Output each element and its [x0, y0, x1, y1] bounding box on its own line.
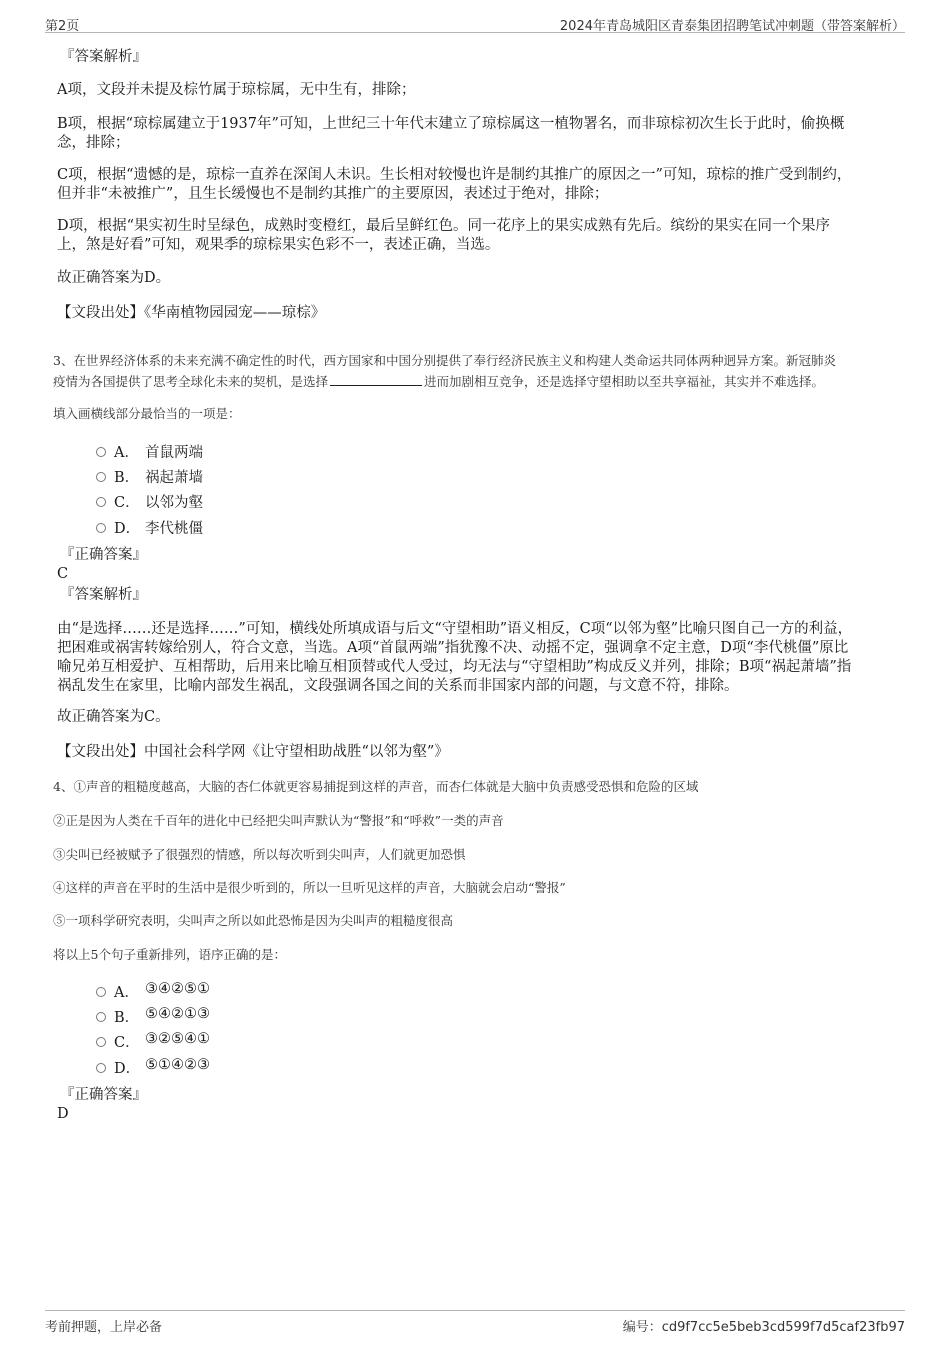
- analysis-option-d-line2: 上，煞是好看”可知，观果季的琼棕果实色彩不一，表述正确，当选。: [57, 237, 500, 253]
- radio-button-icon[interactable]: [96, 472, 106, 482]
- option-text: ⑤④②①③: [145, 1006, 210, 1022]
- analysis-heading: 『答案解析』: [60, 587, 147, 603]
- footer-slogan: 考前押题，上岸必备: [45, 1320, 163, 1335]
- radio-button-icon[interactable]: [96, 497, 106, 507]
- analysis-option-b-line2: 念，排除；: [57, 135, 130, 151]
- analysis-heading: 『答案解析』: [60, 49, 147, 65]
- analysis-option-b-line1: B项，根据“琼棕属建立于1937年”可知，上世纪三十年代末建立了琼棕属这一植物署名，而非琼棕初次生长于此时，偷换概: [57, 116, 845, 132]
- correct-answer-heading: 『正确答案』: [60, 1087, 147, 1103]
- analysis-line1: 由“是选择……还是选择……”可知，横线处所填成语与后文“守望相助”语义相反，C项“以邻为壑”比喻只图自己一方的利益，: [57, 621, 853, 637]
- option-text: 李代桃僵: [145, 521, 203, 537]
- radio-button-icon[interactable]: [96, 447, 106, 457]
- question-3-prompt: 填入画横线部分最恰当的一项是：: [53, 406, 241, 421]
- question-4-sentence-2: ②正是因为人类在千百年的进化中已经把尖叫声默认为“警报”和“呼救”一类的声音: [53, 813, 504, 828]
- option-label: C．: [114, 495, 140, 511]
- radio-button-icon[interactable]: [96, 1037, 106, 1047]
- analysis-line4: 祸乱发生在家里，比喻内部发生祸乱，文段强调各国之间的关系而非国家内部的问题，与文意不符，排除。: [57, 678, 739, 694]
- analysis-line3: 喻兄弟互相爱护、互相帮助，后用来比喻互相顶替或代人受过，均无法与“守望相助”构成反义并列，排除；B项“祸起萧墙”指: [57, 659, 852, 675]
- fill-in-blank: [330, 373, 422, 386]
- option-text: ③②⑤④①: [145, 1031, 210, 1047]
- question-4-sentence-5: ⑤一项科学研究表明，尖叫声之所以如此恐怖是因为尖叫声的粗糙度很高: [53, 913, 454, 928]
- question-4-sentence-1: 4、①声音的粗糙度越高，大脑的杏仁体就更容易捕捉到这样的声音，而杏仁体就是大脑中负责感受恐惧和危险的区域: [53, 779, 699, 794]
- radio-button-icon[interactable]: [96, 1012, 106, 1022]
- radio-button-icon[interactable]: [96, 1063, 106, 1073]
- option-text: ③④②⑤①: [145, 981, 210, 997]
- analysis-option-d-line1: D项，根据“果实初生时呈绿色，成熟时变橙红，最后呈鲜红色。同一花序上的果实成熟有先后。缤纷的果实在同一个果序: [57, 218, 831, 234]
- radio-button-icon[interactable]: [96, 987, 106, 997]
- question-4-prompt: 将以上5个句子重新排列，语序正确的是：: [53, 947, 286, 962]
- option-text: ⑤①④②③: [145, 1057, 210, 1073]
- correct-answer: D: [57, 1106, 69, 1122]
- analysis-option-c-line2: 但并非“未被推广”，且生长缓慢也不是制约其推广的主要原因，表述过于绝对，排除；: [57, 186, 609, 202]
- analysis-line2: 把困难或祸害转嫁给别人，符合文意，当选。A项“首鼠两端”指犹豫不决、动摇不定，强调拿不定主意，D项“李代桃僵”原比: [57, 640, 849, 656]
- option-label: B．: [114, 1010, 140, 1026]
- document-title: 2024年青岛城阳区青泰集团招聘笔试冲刺题（带答案解析）: [559, 19, 905, 34]
- radio-button-icon[interactable]: [96, 523, 106, 533]
- option-text: 以邻为壑: [145, 495, 203, 511]
- conclusion: 故正确答案为C。: [57, 709, 170, 725]
- question-4-sentence-3: ③尖叫已经被赋予了很强烈的情感，所以每次听到尖叫声，人们就更加恐惧: [53, 847, 466, 862]
- question-3-stem-line1: 3、在世界经济体系的未来充满不确定性的时代，西方国家和中国分别提供了奉行经济民族主义和构建人类命运共同体两种迥异方案。新冠肺炎: [53, 353, 836, 368]
- option-label: B．: [114, 470, 140, 486]
- page-header: [45, 12, 905, 33]
- correct-answer-heading: 『正确答案』: [60, 547, 147, 563]
- stem-text-after-blank: 进而加剧相互竞争，还是选择守望相助以至共享福祉，其实并不难选择。: [424, 374, 825, 389]
- option-label: A．: [114, 445, 139, 461]
- source-citation: 【文段出处】中国社会科学网《让守望相助战胜“以邻为壑”》: [57, 744, 449, 760]
- option-label: D．: [114, 521, 141, 537]
- page-footer: [45, 1310, 905, 1333]
- question-3-stem-line2: [53, 372, 824, 391]
- analysis-option-a: A项，文段并未提及棕竹属于琼棕属，无中生有，排除；: [57, 82, 416, 98]
- option-label: C．: [114, 1035, 140, 1051]
- option-label: A．: [114, 985, 139, 1001]
- analysis-option-c-line1: C项，根据“遗憾的是，琼棕一直养在深闺人未识。生长相对较慢也许是制约其推广的原因之一”可知，琼棕的推广受到制约，: [57, 167, 852, 183]
- document-id: 编号：cd9f7cc5e5beb3cd599f7d5caf23fb97: [622, 1320, 905, 1335]
- stem-text-before-blank: 疫情为各国提供了思考全球化未来的契机，是选择: [53, 374, 329, 389]
- option-label: D．: [114, 1061, 141, 1077]
- option-text: 首鼠两端: [145, 445, 203, 461]
- conclusion: 故正确答案为D。: [57, 270, 171, 286]
- question-4-sentence-4: ④这样的声音在平时的生活中是很少听到的，所以一旦听见这样的声音，大脑就会启动“警报”: [53, 880, 566, 895]
- source-citation: 【文段出处】《华南植物园园宠——琼棕》: [57, 305, 326, 321]
- option-text: 祸起萧墙: [145, 470, 203, 486]
- page-number: 第2页: [45, 19, 80, 34]
- correct-answer: C: [57, 566, 69, 582]
